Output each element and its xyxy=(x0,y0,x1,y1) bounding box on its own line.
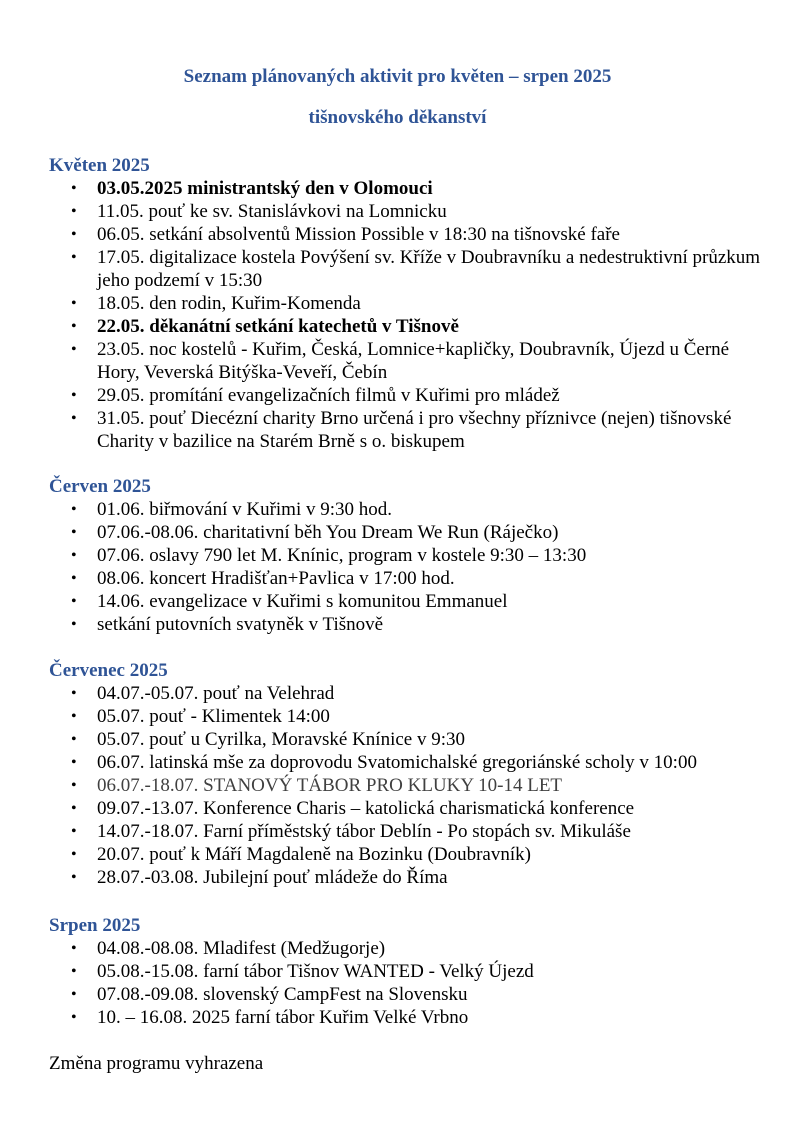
section-may xyxy=(49,154,769,453)
list-item xyxy=(49,937,769,960)
bullet-icon: • xyxy=(71,410,77,427)
page-subtitle: tišnovského děkanství xyxy=(308,107,487,128)
bullet-icon: • xyxy=(71,180,77,197)
bullet-icon: • xyxy=(71,616,77,633)
list-item-text: 07.08.-09.08. slovenský CampFest na Slovensku xyxy=(97,984,468,1005)
list-item-text: 04.08.-08.08. Mladifest (Medžugorje) xyxy=(97,938,386,959)
bullet-icon: • xyxy=(71,295,77,312)
bullet-icon: • xyxy=(71,940,77,957)
bullet-icon: • xyxy=(71,777,77,794)
list-item-text: 05.08.-15.08. farní tábor Tišnov WANTED - Velký Újezd xyxy=(97,961,534,982)
list-item xyxy=(49,843,769,866)
list-item-text: 18.05. den rodin, Kuřim-Komenda xyxy=(97,293,361,314)
page-title: Seznam plánovaných aktivit pro květen – srpen 2025 xyxy=(183,66,612,87)
bullet-icon: • xyxy=(71,800,77,817)
list-item-text: 07.06.-08.06. charitativní běh You Dream We Run (Ráječko) xyxy=(97,522,559,543)
footer-note: Změna programu vyhrazena xyxy=(49,1053,264,1074)
bullet-icon: • xyxy=(71,685,77,702)
list-item xyxy=(49,820,769,843)
event-list xyxy=(49,937,769,1029)
list-item xyxy=(49,728,769,751)
list-item-text: 08.06. koncert Hradišťan+Pavlica v 17:00 hod. xyxy=(97,568,455,589)
event-list xyxy=(49,682,769,889)
list-item-text: setkání putovních svatyněk v Tišnově xyxy=(97,614,384,635)
list-item-text: 05.07. pouť u Cyrilka, Moravské Knínice v 9:30 xyxy=(97,729,466,750)
list-item xyxy=(49,682,769,705)
list-item-text: 05.07. pouť - Klimentek 14:00 xyxy=(97,706,330,727)
list-item-text: 06.07. latinská mše za doprovodu Svatomichalské gregoriánské scholy v 10:00 xyxy=(97,752,697,773)
list-item-text: 17.05. digitalizace kostela Povýšení sv. Kříže v Doubravníku a nedestruktivní průzkum jeho podzemí v 15:30 xyxy=(97,247,761,291)
list-item xyxy=(49,498,769,521)
bullet-icon: • xyxy=(71,226,77,243)
bullet-icon: • xyxy=(71,963,77,980)
bullet-icon: • xyxy=(71,341,77,358)
section-heading: Srpen 2025 xyxy=(49,915,141,936)
list-item-text: 23.05. noc kostelů - Kuřim, Česká, Lomnice+kapličky, Doubravník, Újezd u Černé Hory, Veverská Bitýška-Veveří, Čebín xyxy=(97,339,730,383)
list-item xyxy=(49,200,769,223)
list-item xyxy=(49,613,769,636)
list-item-text: 04.07.-05.07. pouť na Velehrad xyxy=(97,683,335,704)
list-item xyxy=(49,1006,769,1029)
bullet-icon: • xyxy=(71,318,77,335)
list-item xyxy=(49,315,769,338)
section-heading: Červen 2025 xyxy=(49,476,151,497)
list-item xyxy=(49,751,769,774)
list-item-text: 28.07.-03.08. Jubilejní pouť mládeže do Říma xyxy=(97,867,448,888)
list-item-text: 14.07.-18.07. Farní příměstský tábor Deblín - Po stopách sv. Mikuláše xyxy=(97,821,631,842)
section-heading: Květen 2025 xyxy=(49,155,150,176)
bullet-icon: • xyxy=(71,547,77,564)
list-item xyxy=(49,960,769,983)
bullet-icon: • xyxy=(71,387,77,404)
section-june xyxy=(49,475,769,636)
list-item xyxy=(49,177,769,200)
list-item-text: 06.07.-18.07. STANOVÝ TÁBOR PRO KLUKY 10-14 LET xyxy=(97,775,563,796)
section-july xyxy=(49,659,769,889)
list-item xyxy=(49,223,769,246)
bullet-icon: • xyxy=(71,249,77,266)
list-item xyxy=(49,544,769,567)
list-item-text: 09.07.-13.07. Konference Charis – katolická charismatická konference xyxy=(97,798,635,819)
section-heading: Červenec 2025 xyxy=(49,660,168,681)
bullet-icon: • xyxy=(71,823,77,840)
list-item-text: 11.05. pouť ke sv. Stanislávkovi na Lomnicku xyxy=(97,201,447,222)
bullet-icon: • xyxy=(71,754,77,771)
bullet-icon: • xyxy=(71,1009,77,1026)
list-item xyxy=(49,774,769,797)
list-item xyxy=(49,521,769,544)
list-item xyxy=(49,384,769,407)
list-item xyxy=(49,338,769,384)
bullet-icon: • xyxy=(71,731,77,748)
list-item-text: 29.05. promítání evangelizačních filmů v Kuřimi pro mládež xyxy=(97,385,560,406)
bullet-icon: • xyxy=(71,203,77,220)
list-item-text: 20.07. pouť k Máří Magdaleně na Bozinku (Doubravník) xyxy=(97,844,531,865)
list-item-text: 10. – 16.08. 2025 farní tábor Kuřim Velké Vrbno xyxy=(97,1007,469,1028)
event-list xyxy=(49,177,769,453)
list-item xyxy=(49,407,769,453)
bullet-icon: • xyxy=(71,501,77,518)
list-item-text: 14.06. evangelizace v Kuřimi s komunitou Emmanuel xyxy=(97,591,508,612)
bullet-icon: • xyxy=(71,869,77,886)
list-item-text: 06.05. setkání absolventů Mission Possible v 18:30 na tišnovské faře xyxy=(97,224,620,245)
list-item-text: 01.06. biřmování v Kuřimi v 9:30 hod. xyxy=(97,499,393,520)
list-item xyxy=(49,567,769,590)
section-august xyxy=(49,914,769,1029)
bullet-icon: • xyxy=(71,524,77,541)
list-item xyxy=(49,866,769,889)
list-item-text: 22.05. děkanátní setkání katechetů v Tišnově xyxy=(97,316,459,337)
list-item xyxy=(49,983,769,1006)
bullet-icon: • xyxy=(71,986,77,1003)
bullet-icon: • xyxy=(71,570,77,587)
list-item xyxy=(49,705,769,728)
list-item xyxy=(49,292,769,315)
bullet-icon: • xyxy=(71,593,77,610)
bullet-icon: • xyxy=(71,846,77,863)
list-item-text: 31.05. pouť Diecézní charity Brno určená i pro všechny příznivce (nejen) tišnovské Charity v bazilice na Starém Brně s o. biskupem xyxy=(97,408,732,452)
list-item-text: 07.06. oslavy 790 let M. Knínic, program v kostele 9:30 – 13:30 xyxy=(97,545,587,566)
list-item xyxy=(49,590,769,613)
bullet-icon: • xyxy=(71,708,77,725)
event-list xyxy=(49,498,769,636)
list-item xyxy=(49,246,769,292)
list-item-text: 03.05.2025 ministrantský den v Olomouci xyxy=(97,178,433,199)
list-item xyxy=(49,797,769,820)
